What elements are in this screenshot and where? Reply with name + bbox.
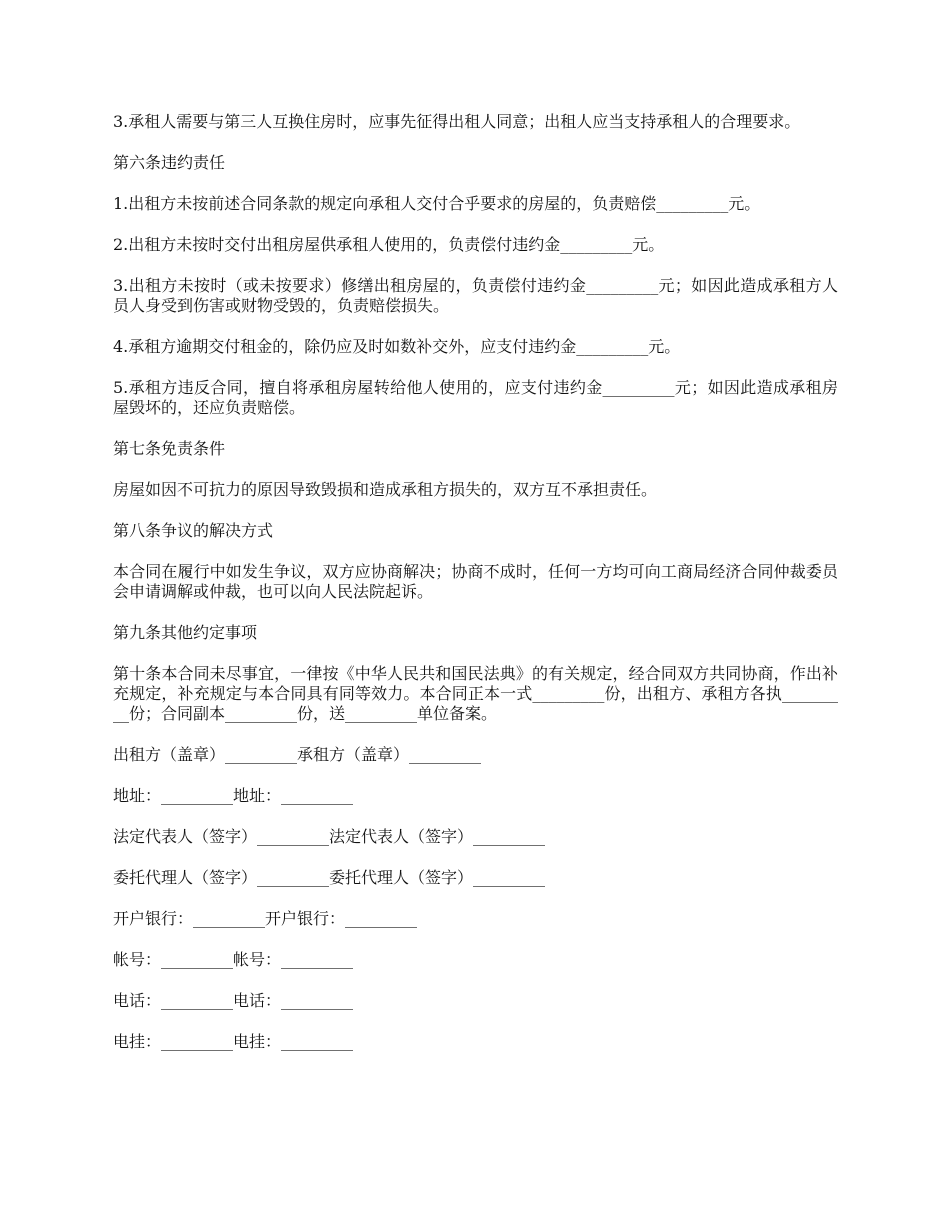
heading-article-8: 第八条争议的解决方式 xyxy=(113,521,274,540)
signature-legal-rep-line: 法定代表人（签字）_________法定代表人（签字）_________ xyxy=(113,827,546,846)
signature-seal-line: 出租方（盖章）_________承租方（盖章）_________ xyxy=(113,745,482,764)
clause-7-body: 房屋如因不可抗力的原因导致毁损和造成承租方损失的，双方互不承担责任。 xyxy=(113,480,658,499)
signature-agent-line: 委托代理人（签字）_________委托代理人（签字）_________ xyxy=(113,868,546,887)
heading-article-7: 第七条免责条件 xyxy=(113,439,226,458)
clause-10-body: 第十条本合同未尽事宜，一律按《中华人民共和国民法典》的有关规定，经合同双方共同协商，作出补充规定，补充规定与本合同具有同等效力。本合同正本一式_________份，出租方、承租方各执_________份；合同副本_________份，送_________单位备案。 xyxy=(113,664,838,723)
clause-6-item-4: 4.承租方逾期交付租金的，除仍应及时如数补交外，应支付违约金_________元。 xyxy=(113,337,681,356)
signature-address-line: 地址：_________地址：_________ xyxy=(113,786,354,805)
signature-bank-line: 开户银行：_________开户银行：_________ xyxy=(113,909,418,928)
signature-fax-line: 电挂：_________电挂：_________ xyxy=(113,1032,354,1051)
heading-article-6: 第六条违约责任 xyxy=(113,153,226,172)
clause-8-body: 本合同在履行中如发生争议，双方应协商解决；协商不成时，任何一方均可向工商局经济合同仲裁委员会申请调解或仲裁，也可以向人民法院起诉。 xyxy=(113,562,838,601)
signature-account-line: 帐号：_________帐号：_________ xyxy=(113,950,354,969)
clause-6-item-5: 5.承租方违反合同，擅自将承租房屋转给他人使用的，应支付违约金_________元；如因此造成承租房屋毁坏的，还应负责赔偿。 xyxy=(113,378,838,417)
clause-5-item-3: 3.承租人需要与第三人互换住房时，应事先征得出租人同意；出租人应当支持承租人的合理要求。 xyxy=(113,112,801,131)
heading-article-9: 第九条其他约定事项 xyxy=(113,623,258,642)
clause-6-item-1: 1.出租方未按前述合同条款的规定向承租人交付合乎要求的房屋的，负责赔偿_________元。 xyxy=(113,194,761,213)
clause-6-item-3: 3.出租方未按时（或未按要求）修缮出租房屋的，负责偿付违约金_________元；如因此造成承租方人员人身受到伤害或财物受毁的，负责赔偿损失。 xyxy=(113,276,838,315)
signature-phone-line: 电话：_________电话：_________ xyxy=(113,991,354,1010)
clause-6-item-2: 2.出租方未按时交付出租房屋供承租人使用的，负责偿付违约金_________元。 xyxy=(113,235,665,254)
document-page xyxy=(113,112,838,1073)
